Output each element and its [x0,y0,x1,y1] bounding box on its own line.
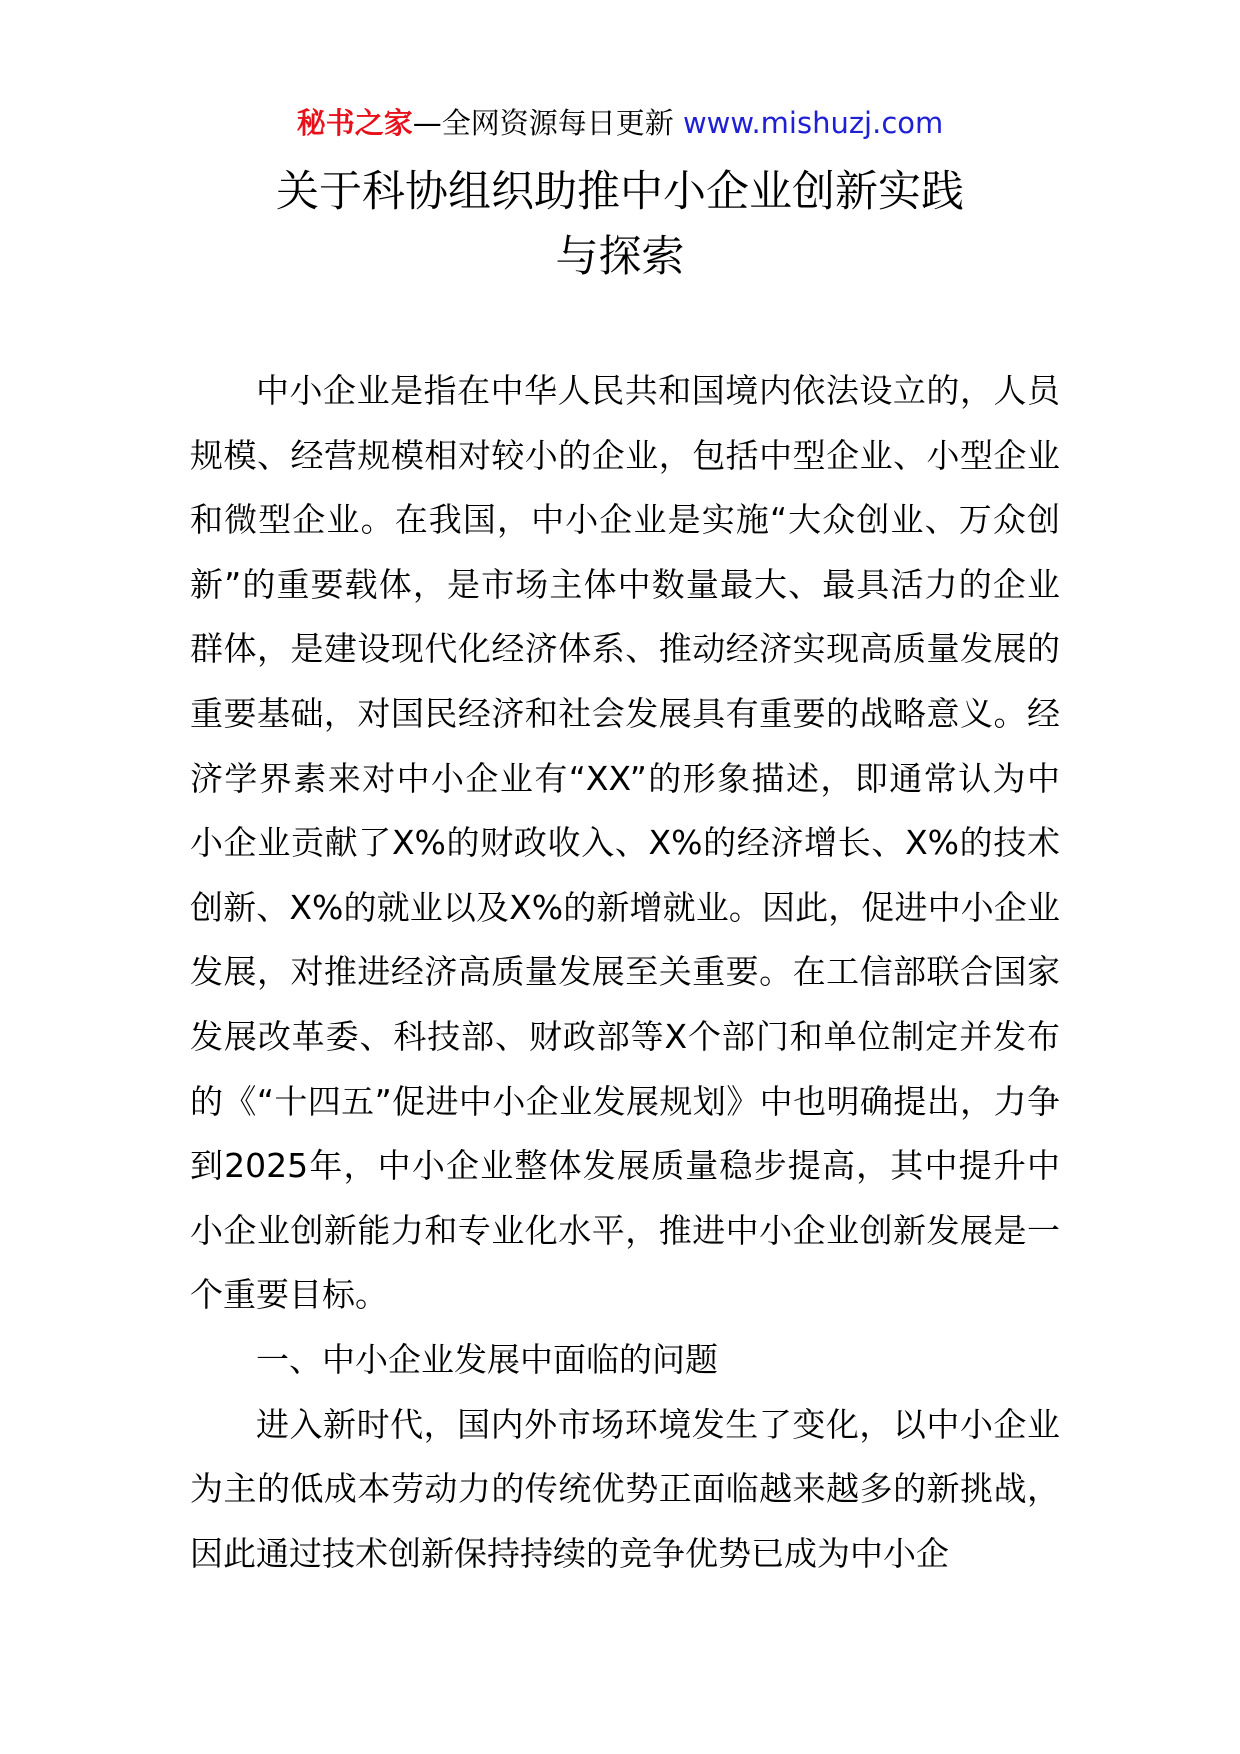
paragraph-intro: 中小企业是指在中华人民共和国境内依法设立的，人员规模、经营规模相对较小的企业，包括中型企业、小型企业和微型企业。在我国，中小企业是实施“大众创业、万众创新”的重要载体，是市场主体中数量最大、最具活力的企业群体，是建设现代化经济体系、推动经济实现高质量发展的重要基础，对国民经济和社会发展具有重要的战略意义。经济学界素来对中小企业有“XX”的形象描述，即通常认为中小企业贡献了X%的财政收入、X%的经济增长、X%的技术创新、X%的就业以及X%的新增就业。因此，促进中小企业发展，对推进经济高质量发展至关重要。在工信部联合国家发展改革委、科技部、财政部等X个部门和单位制定并发布的《“十四五”促进中小企业发展规划》中也明确提出，力争到2025年，中小企业整体发展质量稳步提高，其中提升中小企业创新能力和专业化水平，推进中小企业创新发展是一个重要目标。 [190,371,1060,1315]
document-title [0,160,1240,290]
brand-name: 秘书之家 [296,106,413,140]
document-body [190,359,1060,1586]
site-header [0,103,1240,143]
title-line-1: 关于科协组织助推中小企业创新实践 [276,167,964,217]
site-url: www.mishuzj.com [682,106,944,140]
paragraph-section-1: 进入新时代，国内外市场环境发生了变化，以中小企业为主的低成本劳动力的传统优势正面临越来越多的新挑战，因此通过技术创新保持持续的竞争优势已成为中小企 [190,1404,1060,1573]
header-tagline: —全网资源每日更新 [412,106,683,140]
section-heading-1: 一、中小企业发展中面临的问题 [256,1339,718,1379]
title-line-2: 与探索 [555,232,685,282]
